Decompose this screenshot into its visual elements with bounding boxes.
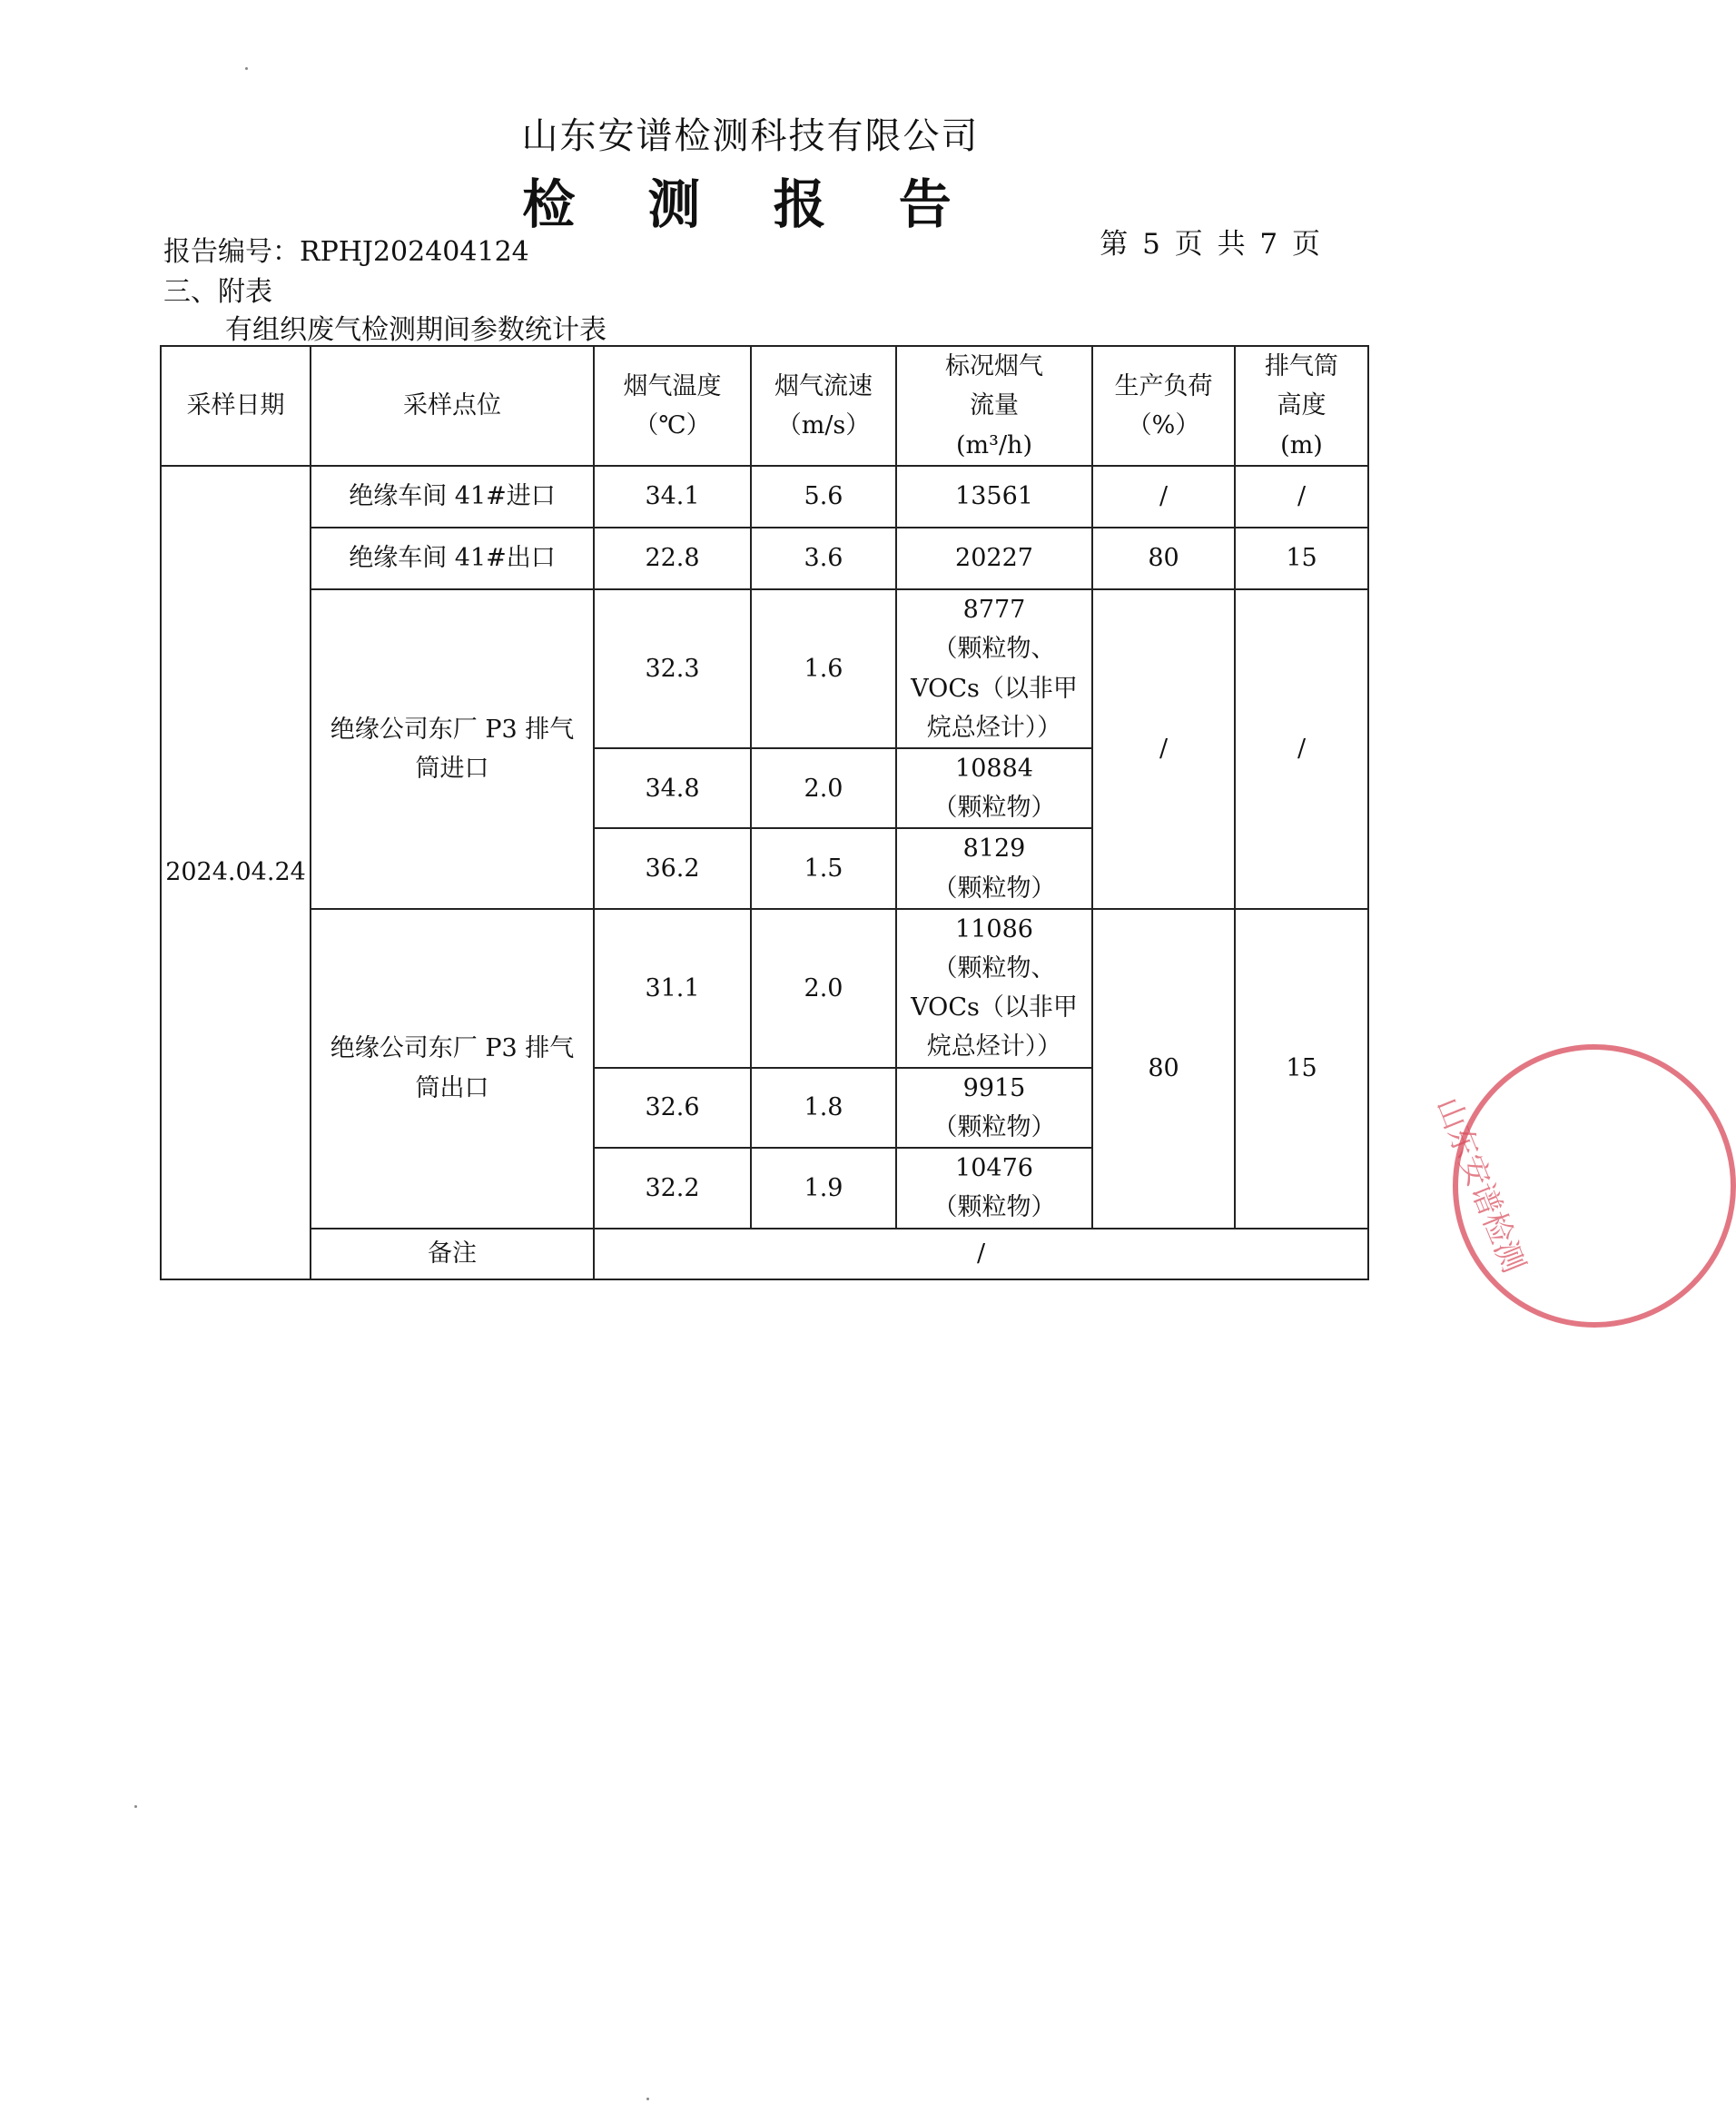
flow-cell: 20227 <box>896 528 1092 589</box>
temp-cell: 32.6 <box>594 1068 751 1148</box>
company-name: 山东安谱检测科技有限公司 <box>521 115 980 157</box>
section-title: 三、附表 <box>163 276 272 308</box>
col-header-height: 排气筒 高度 (m) <box>1235 346 1368 466</box>
stamp-text: 山东安谱检测 <box>1428 1091 1533 1279</box>
col-header-load: 生产负荷 （%） <box>1092 346 1235 466</box>
height-cell: / <box>1235 589 1368 909</box>
remark-value: / <box>594 1229 1368 1279</box>
page-info: 第 5 页 共 7 页 <box>1100 228 1323 261</box>
load-cell: / <box>1092 589 1235 909</box>
flow-cell: 13561 <box>896 466 1092 528</box>
point-cell: 绝缘车间 41#进口 <box>311 466 594 528</box>
sampling-date: 2024.04.24 <box>161 466 311 1279</box>
speed-cell: 1.5 <box>751 828 896 908</box>
flow-cell: 11086 （颗粒物、 VOCs（以非甲 烷总烃计）） <box>896 909 1092 1068</box>
point-cell: 绝缘公司东厂 P3 排气 筒出口 <box>311 909 594 1229</box>
flow-cell: 10476 （颗粒物） <box>896 1148 1092 1228</box>
col-header-temp: 烟气温度 （℃） <box>594 346 751 466</box>
temp-cell: 34.8 <box>594 748 751 828</box>
remark-label: 备注 <box>311 1229 594 1279</box>
temp-cell: 34.1 <box>594 466 751 528</box>
flow-cell: 10884 （颗粒物） <box>896 748 1092 828</box>
temp-cell: 22.8 <box>594 528 751 589</box>
temp-cell: 31.1 <box>594 909 751 1068</box>
speed-cell: 3.6 <box>751 528 896 589</box>
scan-dot <box>134 1805 137 1808</box>
remark-row <box>161 1229 1368 1279</box>
scan-dot <box>245 67 248 70</box>
table-row <box>161 909 1368 1068</box>
header-row <box>161 346 1368 466</box>
col-header-date: 采样日期 <box>161 346 311 466</box>
temp-cell: 36.2 <box>594 828 751 908</box>
load-cell: 80 <box>1092 528 1235 589</box>
table-row <box>161 589 1368 748</box>
flow-cell: 8777 （颗粒物、 VOCs（以非甲 烷总烃计）） <box>896 589 1092 748</box>
flow-cell: 9915 （颗粒物） <box>896 1068 1092 1148</box>
speed-cell: 1.8 <box>751 1068 896 1148</box>
speed-cell: 5.6 <box>751 466 896 528</box>
speed-cell: 2.0 <box>751 909 896 1068</box>
table-title: 有组织废气检测期间参数统计表 <box>225 314 607 346</box>
table-row <box>161 466 1368 528</box>
point-cell: 绝缘车间 41#出口 <box>311 528 594 589</box>
height-cell: 15 <box>1235 528 1368 589</box>
speed-cell: 2.0 <box>751 748 896 828</box>
col-header-speed: 烟气流速 （m/s） <box>751 346 896 466</box>
temp-cell: 32.3 <box>594 589 751 748</box>
point-cell: 绝缘公司东厂 P3 排气 筒进口 <box>311 589 594 909</box>
speed-cell: 1.6 <box>751 589 896 748</box>
col-header-point: 采样点位 <box>311 346 594 466</box>
col-header-flow: 标况烟气 流量 (m³/h) <box>896 346 1092 466</box>
scan-dot <box>646 2098 649 2100</box>
height-cell: 15 <box>1235 909 1368 1229</box>
temp-cell: 32.2 <box>594 1148 751 1228</box>
height-cell: / <box>1235 466 1368 528</box>
parameter-table <box>160 345 1369 1280</box>
report-number: 报告编号：RPHJ202404124 <box>163 236 529 268</box>
flow-cell: 8129 （颗粒物） <box>896 828 1092 908</box>
load-cell: / <box>1092 466 1235 528</box>
table-row <box>161 528 1368 589</box>
report-title: 检 测 报 告 <box>522 173 979 235</box>
speed-cell: 1.9 <box>751 1148 896 1228</box>
load-cell: 80 <box>1092 909 1235 1229</box>
